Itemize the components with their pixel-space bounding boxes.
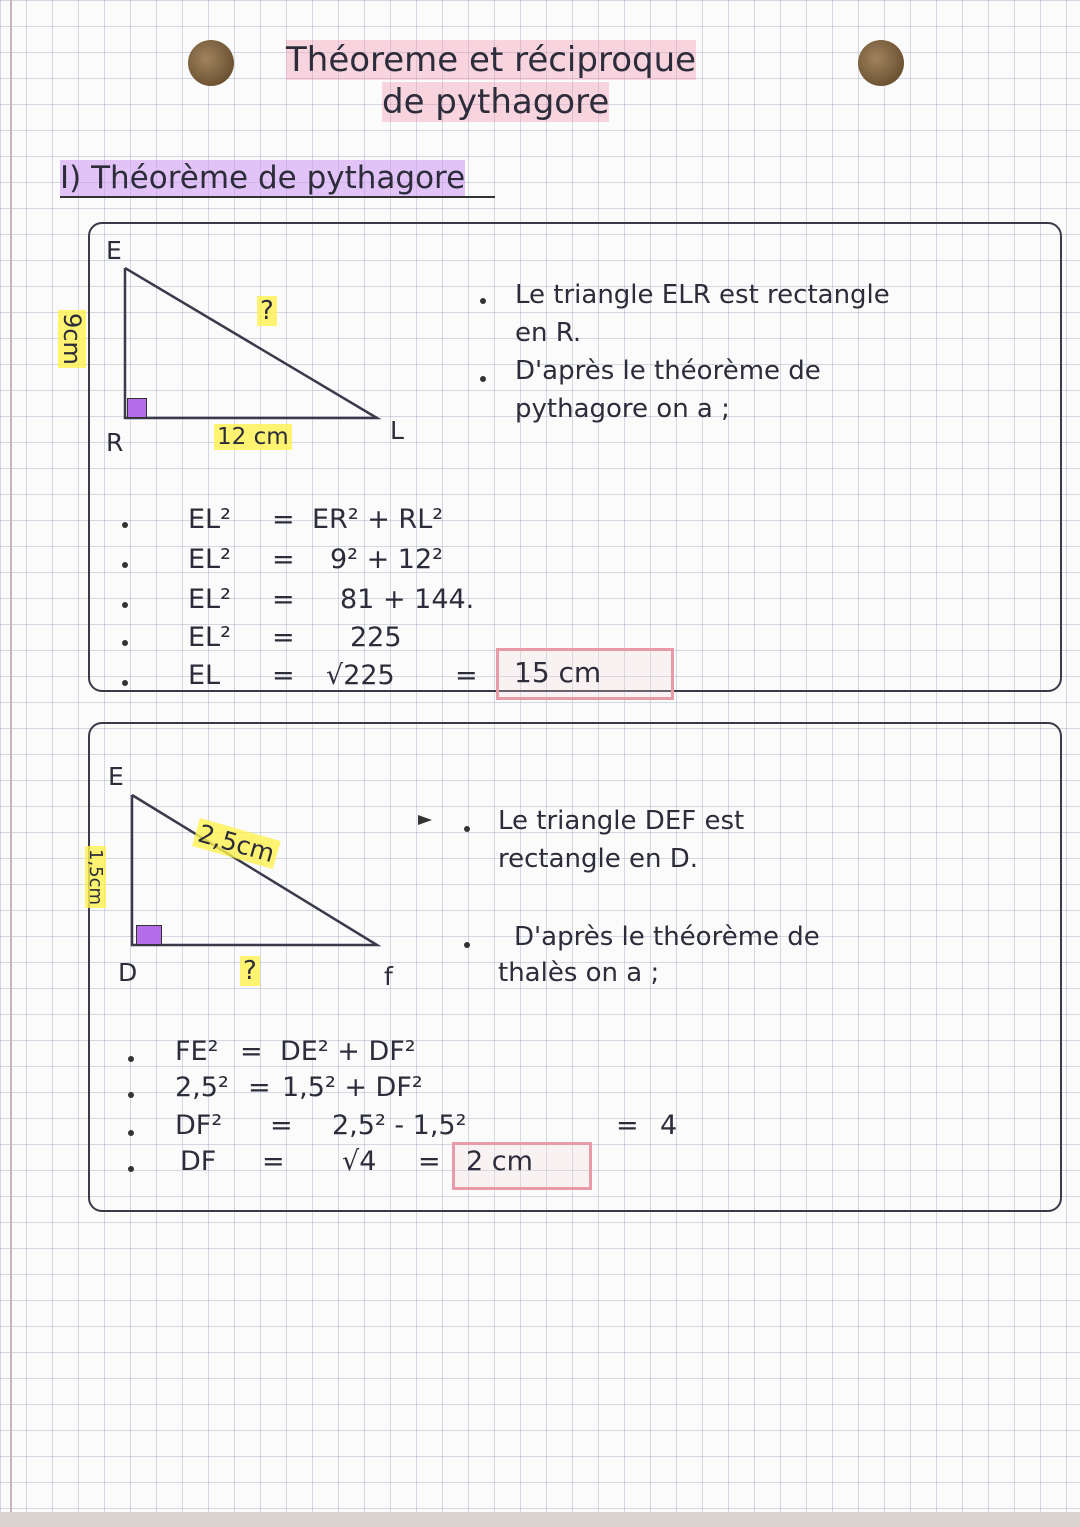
vertex-r: R — [106, 428, 124, 457]
bullet — [128, 1166, 134, 1172]
ex1-step1-right: ER² + RL² — [312, 504, 444, 535]
ex1-step5-right: √225 — [326, 660, 395, 691]
page-bottom-edge — [0, 1512, 1080, 1527]
bullet — [128, 1092, 134, 1098]
bullet — [464, 826, 470, 832]
side-rl-text: 12 cm — [214, 424, 292, 450]
ex2-step3-extra: 4 — [660, 1110, 678, 1141]
ex1-step5-left: EL — [188, 660, 221, 691]
hypotenuse-2-text: 2,5cm — [192, 818, 281, 869]
hypotenuse-unknown-text: ? — [257, 296, 277, 326]
vertex-e-2: E — [108, 762, 124, 791]
ex2-step2-op: = — [248, 1072, 271, 1103]
section-heading-text: I) Théorème de pythagore — [60, 160, 466, 196]
ex1-text-line4: pythagore on a ; — [515, 394, 730, 424]
ex1-text-line3: D'après le théorème de — [515, 356, 821, 386]
ex2-step2-right: 1,5² + DF² — [282, 1072, 423, 1103]
ex1-step4-right: 225 — [350, 622, 402, 653]
ex2-result: 2 cm — [466, 1146, 533, 1177]
ex1-result: 15 cm — [514, 656, 602, 689]
side-er-text: 9cm — [58, 310, 86, 368]
ex1-step1-op: = — [272, 504, 295, 535]
ex2-text-line4: thalès on a ; — [498, 958, 660, 988]
ex1-step5-op: = — [272, 660, 295, 691]
ex2-step3-op: = — [270, 1110, 293, 1141]
ex1-step3-right: 81 + 144. — [340, 584, 475, 615]
side-df-unknown-text: ? — [240, 956, 260, 986]
ex2-text-line1: Le triangle DEF est — [498, 806, 745, 836]
ex2-step4-right: √4 — [342, 1146, 377, 1177]
title-text-2: de pythagore — [382, 82, 610, 122]
ex2-step4-eq2: = — [418, 1146, 441, 1177]
bullet — [464, 942, 470, 948]
ex2-step3-right: 2,5² - 1,5² — [332, 1110, 467, 1141]
ex2-step4-left: DF — [180, 1146, 217, 1177]
ex1-step2-left: EL² — [188, 544, 231, 575]
ex2-text-line2: rectangle en D. — [498, 844, 699, 874]
ex1-step3-left: EL² — [188, 584, 231, 615]
ex2-text-line3: D'après le théorème de — [514, 922, 820, 952]
ex1-step5-eq2: = — [455, 660, 478, 691]
vertex-e-1: E — [106, 236, 122, 265]
ex2-step1-left: FE² — [175, 1036, 219, 1067]
ex1-step2-right: 9² + 12² — [330, 544, 443, 575]
ex2-step3-left: DF² — [175, 1110, 223, 1141]
ex1-step3-op: = — [272, 584, 295, 615]
ex2-step3-eq2: = — [616, 1110, 639, 1141]
vertex-f: f — [384, 962, 393, 991]
ex1-step2-op: = — [272, 544, 295, 575]
ex1-step4-op: = — [272, 622, 295, 653]
ex2-step2-left: 2,5² — [175, 1072, 229, 1103]
ex1-text-line2: en R. — [515, 318, 582, 348]
vertex-l: L — [390, 416, 404, 445]
ex2-step1-op: = — [240, 1036, 263, 1067]
vertex-d: D — [118, 958, 138, 987]
bullet — [128, 1056, 134, 1062]
ex1-step4-left: EL² — [188, 622, 231, 653]
side-ed-text: 1,5cm — [85, 846, 106, 908]
bullet — [128, 1130, 134, 1136]
ex2-step1-right: DE² + DF² — [280, 1036, 416, 1067]
ex2-step4-op: = — [262, 1146, 285, 1177]
title-text-1: Théoreme et réciproque — [286, 40, 697, 80]
ex1-text-line1: Le triangle ELR est rectangle — [515, 280, 890, 310]
ex1-step1-left: EL² — [188, 504, 231, 535]
